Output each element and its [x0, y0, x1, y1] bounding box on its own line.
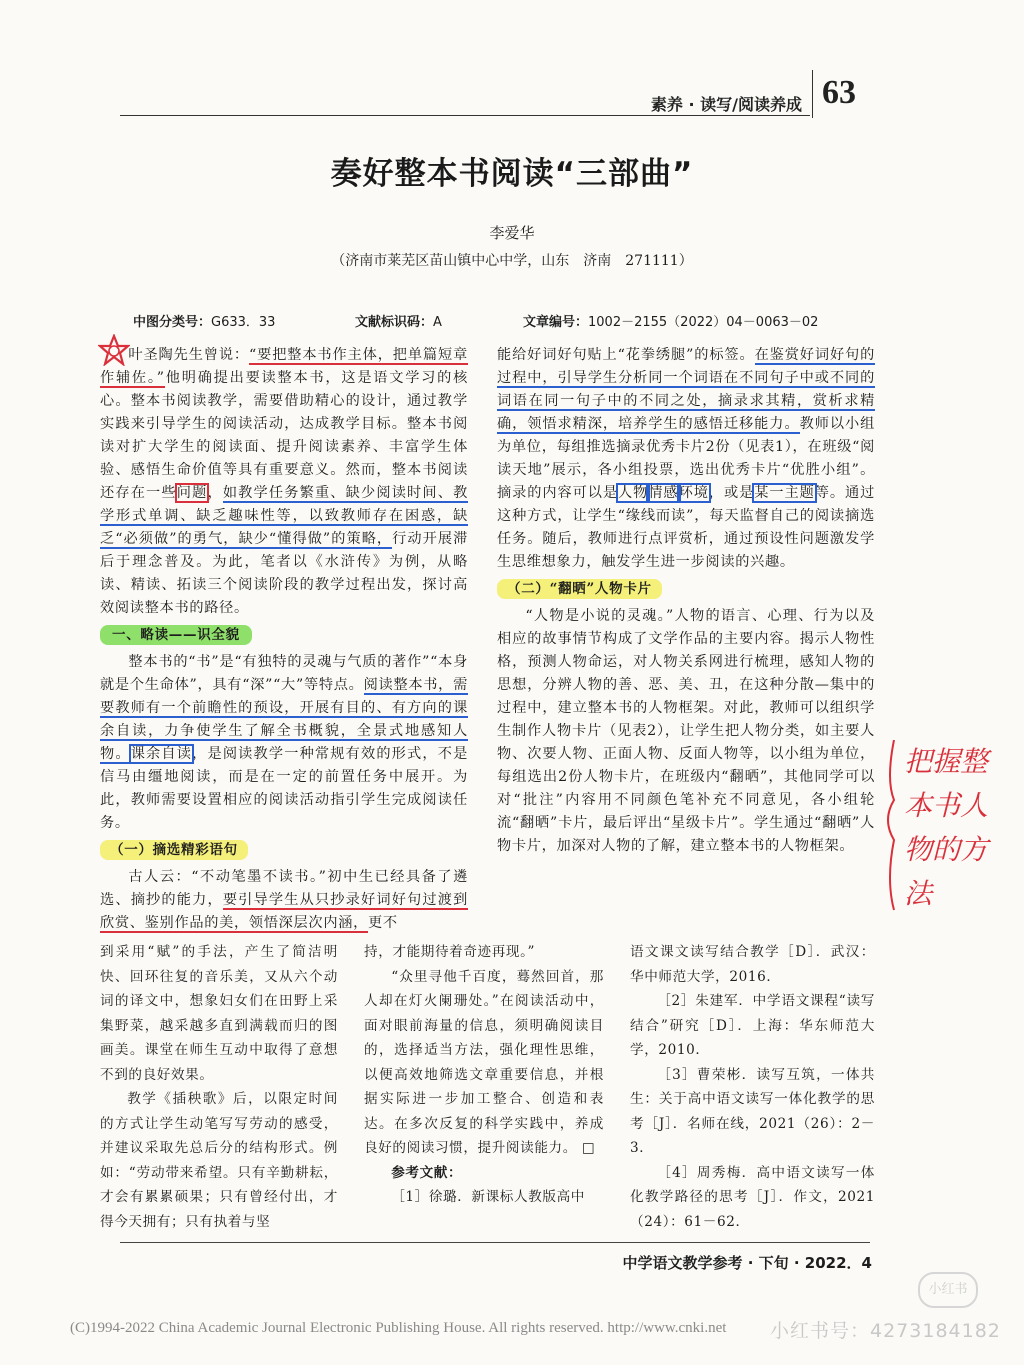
- end-mark: □: [581, 1140, 596, 1156]
- column-lower-3: [630, 940, 875, 1234]
- journal-footer: 中学语文教学参考 · 下旬 · 2022．4: [622, 1254, 872, 1272]
- copyright-line: (C)1994-2022 China Academic Journal Electronic Publishing House. All rights reserved. http://www.cnki.net: [70, 1320, 727, 1336]
- excerpt-continued: 能给好词好句贴上“花拳绣腿”的标签。在鉴赏好词好句的过程中，引导学生分析同一个词语在不同句子中或不同的词语在同一句子中的不同之处，摘录求其精，赏析求精确，领悟求精深，培养学生的感悟迁移能力。教师以小组为单位，每组推选摘录优秀卡片2份（见表1），在班级“阅读天地”展示，各小组投票，选出优秀卡片“优胜小组”。摘录的内容可以是人物情感环境，或是某一主题等。通过这种方式，让学生“缘线而读”，每天监督自己的阅读摘选任务。随后，教师进行点评赏析，通过预设性问题激发学生思维想象力，触发学生进一步阅读的兴趣。: [497, 347, 876, 570]
- references-heading: 参考文献：: [391, 1164, 463, 1181]
- xiaohongshu-logo-icon: 小红书: [918, 1272, 978, 1308]
- reference-4: ［4］周秀梅．高中语文读写一体化教学路径的思考［J］．作文，2021（24）：61－62．: [630, 1164, 875, 1230]
- reference-1: ［1］徐璐．新课标人教版高中: [391, 1189, 585, 1205]
- heading-character-cards: （二）“翻晒”人物卡片: [497, 578, 875, 601]
- footer-rule: [120, 1242, 870, 1243]
- heading-skim-reading: 一、略读——识全貌: [100, 624, 468, 647]
- reference-3: ［3］曹荣彬．读写互筑，一体共生：关于高中语文读写一体化教学的思考［J］．名师在线，2021（26）：2－3．: [630, 1066, 875, 1156]
- header-rule: [120, 115, 810, 116]
- column-left: [100, 344, 468, 935]
- article-title: 奏好整本书阅读“三部曲”: [330, 156, 694, 192]
- watermark: 小红书号：4273184182: [770, 1320, 1001, 1342]
- article-number: 文章编号：1002－2155（2022）04－0063－02: [523, 315, 819, 330]
- reference-2: ［2］朱建军．中学语文课程“读写结合”研究［D］．上海：华东师范大学，2010．: [630, 993, 875, 1058]
- author-affiliation: （济南市莱芜区苗山镇中心中学，山东 济南 271111）: [331, 253, 693, 269]
- clc-number: 中图分类号：G633．33: [133, 315, 276, 330]
- character-paragraph: “人物是小说的灵魂。”人物的语言、心理、行为以及相应的故事情节构成了文学作品的主要内容。揭示人物性格，预测人物命运，对人物关系网进行梳理，感知人物的思想，分辨人物的善、恶、美、丑，在这种分散—集中的过程中，建立整本书的人物框架。对此，教师可以组织学生制作人物卡片（见表2），让学生把人物分类，如主要人物、次要人物、正面人物、反面人物等，以小组为单位，每组选出2份人物卡片，在班级内“翻晒”，其他同学可以对“批注”内容用不同颜色笔补充不同意见，各小组轮流“翻晒”卡片，最后评出“星级卡片”。学生通过“翻晒”人物卡片，加深对人物的了解，建立整本书的人物框架。: [497, 608, 875, 854]
- handwritten-note: 把握整本书人物的方法: [886, 740, 996, 930]
- column-lower-2: 持，才能期待着奇迹再现。” “众里寻他千百度，蓦然回首，那人却在灯火阑珊处。”在阅读活动中，面对眼前海量的信息，须明确阅读目的，选择适当方法，强化理性思维，以便高效地筛选文章重要信息，并根据实际进一步加工整合、创造和表达。在多次反复的科学实践中，养成良好的阅读习惯，提升阅读能力。 □ 参考文献： ［1］徐璐．新课标人教版高中: [364, 940, 604, 1210]
- excerpt-paragraph: 古人云：“不动笔墨不读书。”初中生已经具备了遴选、摘抄的能力，要引导学生从只抄录好词好句过渡到欣赏、鉴别作品的美，领悟深层次内涵，更不: [100, 869, 468, 931]
- article-author: 李爱华: [489, 224, 535, 242]
- skim-paragraph: 整本书的“书”是“有独特的灵魂与气质的著作”“本身就是个生命体”，具有“深”“大”等特点。阅读整本书，需要教师有一个前瞻性的预设，开展有目的、有方向的课余自读，力争使学生了解全书概貌，全景式地感知人物。课余自读，是阅读教学一种常规有效的形式，不是信马由缰地阅读，而是在一定的前置任务中展开。为此，教师需要设置相应的阅读活动指引学生完成阅读任务。: [100, 654, 468, 831]
- reference-1-cont: 语文课文读写结合教学［D］．武汉：华中师范大学，2016．: [630, 944, 875, 985]
- section-tag: 素养 · 读写/阅读养成: [650, 95, 802, 114]
- page-number: 63: [822, 74, 856, 111]
- heading-excerpt: （一）摘选精彩语句: [100, 839, 468, 862]
- column-right: [497, 344, 875, 858]
- column-lower-1: 到采用“赋”的手法，产生了简洁明快、回环往复的音乐美，又从六个动词的译文中，想象妇女们在田野上采集野菜，越采越多直到满载而归的图画美。课堂在师生互动中取得了意想不到的良好效果。 教学《插秧歌》后，以限定时间的方式让学生动笔写写劳动的感受，并建议采取先总后分的结构形式。例如：“劳动带来希望。只有辛勤耕耘，才会有累累硕果；只有曾经付出，才得今天拥有；只有执着与坚: [100, 944, 338, 1230]
- header-divider: [812, 70, 813, 118]
- doc-code: 文献标识码：A: [355, 315, 442, 330]
- intro-paragraph: 叶圣陶先生曾说：“要把整本书作主体，把单篇短章作辅佐。”他明确提出要读整本书，这是语文学习的核心。整本书阅读教学，需要借助精心的设计，通过教学实践来引导学生的阅读活动，达成教学目标。整本书阅读对扩大学生的阅读面、提升阅读素养、丰富学生体验、感悟生命价值等具有重要意义。然而，整本书阅读还存在一些问题，如教学任务繁重、缺少阅读时间、教学形式单调、缺乏趣味性等，以致教师存在困惑，缺乏“必须做”的勇气，缺少“懂得做”的策略，行动开展滞后于理念普及。为此，笔者以《水浒传》为例，从略读、精读、拓读三个阅读阶段的教学过程出发，探讨高效阅读整本书的路径。: [100, 347, 468, 616]
